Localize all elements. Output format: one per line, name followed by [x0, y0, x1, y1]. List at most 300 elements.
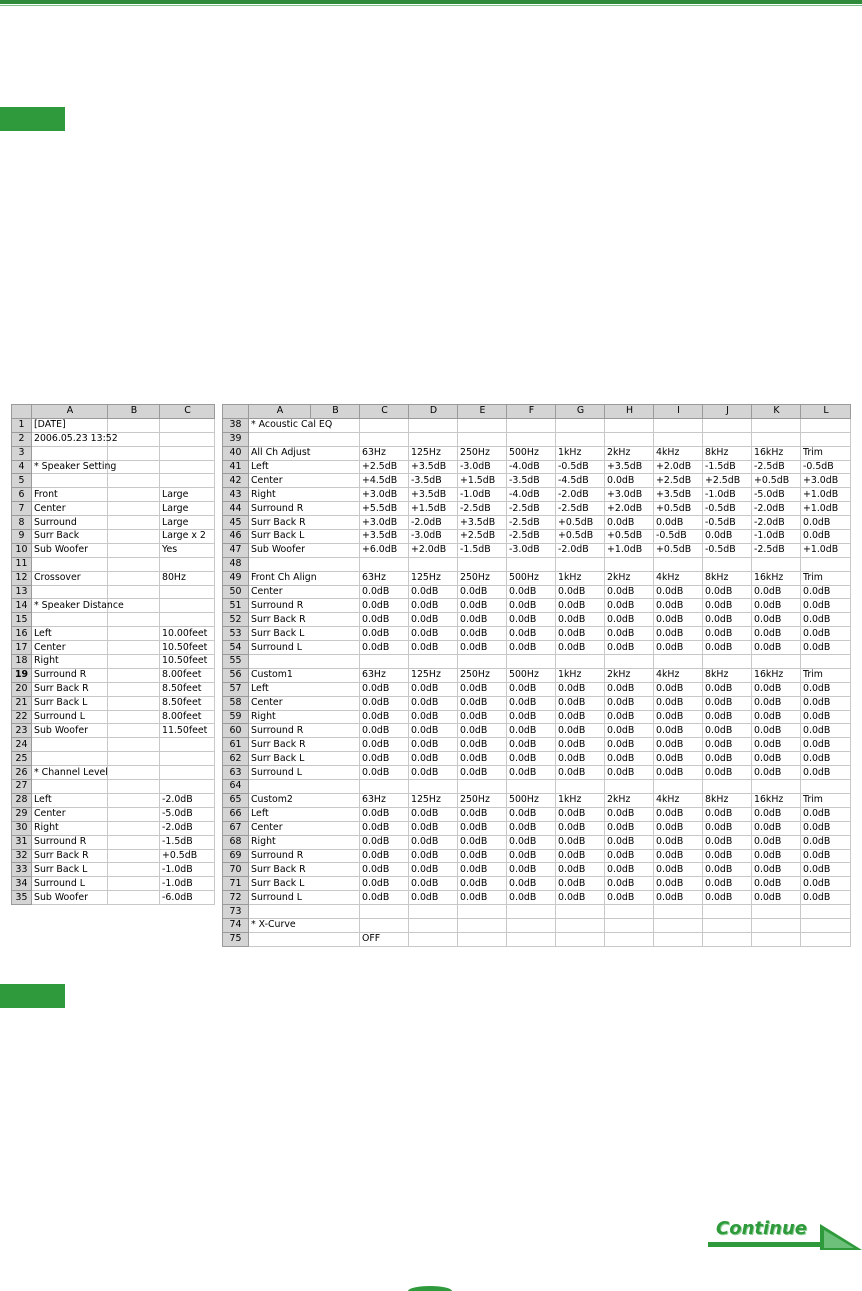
- cell: Large: [160, 502, 215, 516]
- cell: 0.0dB: [654, 641, 703, 655]
- row-header: 35: [12, 891, 32, 905]
- cell: 0.0dB: [703, 682, 752, 696]
- cell: 0.0dB: [605, 863, 654, 877]
- cell: [409, 418, 458, 432]
- table-row: [223, 891, 851, 905]
- corner-cell: [223, 405, 249, 419]
- cell: -2.5dB: [752, 460, 801, 474]
- cell: 0.0dB: [654, 710, 703, 724]
- table-row: [223, 557, 851, 571]
- cell: Surround R: [32, 668, 108, 682]
- cell: -2.5dB: [458, 502, 507, 516]
- cell: 0.0dB: [605, 738, 654, 752]
- cell: [605, 432, 654, 446]
- cell: [654, 918, 703, 932]
- table-row: [12, 543, 215, 557]
- corner-cell: [12, 405, 32, 419]
- continue-button[interactable]: [708, 1218, 862, 1254]
- column-header: G: [556, 405, 605, 419]
- cell: 0.0dB: [556, 599, 605, 613]
- cell: Right: [32, 821, 108, 835]
- cell: 4kHz: [654, 668, 703, 682]
- cell: [108, 571, 160, 585]
- row-header: 7: [12, 502, 32, 516]
- cell: 0.0dB: [654, 516, 703, 530]
- cell: -2.0dB: [409, 516, 458, 530]
- cell: * Acoustic Cal EQ: [249, 418, 360, 432]
- cell: 0.0dB: [703, 585, 752, 599]
- cell: [752, 918, 801, 932]
- row-header: 9: [12, 530, 32, 544]
- cell: [703, 905, 752, 919]
- cell: 0.0dB: [654, 807, 703, 821]
- cell: [458, 418, 507, 432]
- cell: [752, 655, 801, 669]
- section-tab-marker: [0, 984, 65, 1008]
- cell: 0.0dB: [409, 849, 458, 863]
- cell: +0.5dB: [160, 849, 215, 863]
- row-header: 31: [12, 835, 32, 849]
- cell: 0.0dB: [458, 849, 507, 863]
- cell: 0.0dB: [801, 530, 851, 544]
- cell: Front Ch Align: [249, 571, 360, 585]
- cell: [160, 599, 215, 613]
- cell: [654, 780, 703, 794]
- column-header: J: [703, 405, 752, 419]
- cell: +1.0dB: [801, 488, 851, 502]
- cell: [160, 418, 215, 432]
- cell: 0.0dB: [458, 863, 507, 877]
- table-row: [223, 793, 851, 807]
- table-row: [12, 627, 215, 641]
- cell: [556, 905, 605, 919]
- row-header: 47: [223, 543, 249, 557]
- cell: 0.0dB: [458, 599, 507, 613]
- row-header: 69: [223, 849, 249, 863]
- cell: 1kHz: [556, 793, 605, 807]
- cell: 0.0dB: [605, 599, 654, 613]
- table-row: [12, 863, 215, 877]
- cell: 0.0dB: [507, 738, 556, 752]
- table-row: [12, 418, 215, 432]
- cell: 0.0dB: [360, 891, 409, 905]
- cell: Surround R: [249, 849, 360, 863]
- cell: 0.0dB: [605, 752, 654, 766]
- row-header: 21: [12, 696, 32, 710]
- cell: +2.5dB: [703, 474, 752, 488]
- cell: 0.0dB: [507, 682, 556, 696]
- cell: 0.0dB: [360, 849, 409, 863]
- cell: -3.0dB: [507, 543, 556, 557]
- cell: 0.0dB: [801, 613, 851, 627]
- cell: 0.0dB: [654, 724, 703, 738]
- cell: [458, 780, 507, 794]
- cell: 250Hz: [458, 793, 507, 807]
- cell: [108, 682, 160, 696]
- cell: -0.5dB: [703, 543, 752, 557]
- cell: 0.0dB: [458, 724, 507, 738]
- cell: 0.0dB: [605, 821, 654, 835]
- cell: 0.0dB: [703, 613, 752, 627]
- table-row: [223, 474, 851, 488]
- cell: [108, 752, 160, 766]
- cell: Right: [249, 710, 360, 724]
- cell: [752, 432, 801, 446]
- column-header: L: [801, 405, 851, 419]
- row-header: 48: [223, 557, 249, 571]
- cell: 2kHz: [605, 571, 654, 585]
- cell: Trim: [801, 571, 851, 585]
- table-row: [223, 641, 851, 655]
- cell: * X-Curve: [249, 918, 360, 932]
- cell: -3.5dB: [409, 474, 458, 488]
- cell: [556, 655, 605, 669]
- cell: -5.0dB: [160, 807, 215, 821]
- row-header: 3: [12, 446, 32, 460]
- cell: 0.0dB: [507, 821, 556, 835]
- cell: 0.0dB: [409, 766, 458, 780]
- row-header: 11: [12, 557, 32, 571]
- row-header: 13: [12, 585, 32, 599]
- cell: 16kHz: [752, 793, 801, 807]
- table-row: [223, 877, 851, 891]
- cell: -0.5dB: [654, 530, 703, 544]
- cell: 0.0dB: [458, 877, 507, 891]
- cell: 4kHz: [654, 446, 703, 460]
- cell: 16kHz: [752, 571, 801, 585]
- cell: [160, 752, 215, 766]
- cell: 0.0dB: [556, 877, 605, 891]
- cell: 0.0dB: [752, 585, 801, 599]
- cell: 0.0dB: [507, 877, 556, 891]
- cell: 0.0dB: [409, 738, 458, 752]
- cell: [160, 432, 215, 446]
- cell: -1.0dB: [458, 488, 507, 502]
- cell: Surround L: [249, 766, 360, 780]
- cell: 80Hz: [160, 571, 215, 585]
- row-header: 41: [223, 460, 249, 474]
- cell: +3.5dB: [360, 530, 409, 544]
- cell: 8.50feet: [160, 696, 215, 710]
- cell: [507, 905, 556, 919]
- table-row: [12, 766, 215, 780]
- cell: 0.0dB: [605, 474, 654, 488]
- cell: 125Hz: [409, 571, 458, 585]
- cell: 0.0dB: [703, 641, 752, 655]
- cell: -2.5dB: [752, 543, 801, 557]
- cell: 63Hz: [360, 571, 409, 585]
- cell: 0.0dB: [654, 891, 703, 905]
- cell: [32, 474, 108, 488]
- cell: 0.0dB: [801, 599, 851, 613]
- cell: 0.0dB: [556, 710, 605, 724]
- cell: 0.0dB: [654, 613, 703, 627]
- cell: Yes: [160, 543, 215, 557]
- cell: 4kHz: [654, 571, 703, 585]
- cell: [360, 918, 409, 932]
- cell: [32, 780, 108, 794]
- cell: * Speaker Distance: [32, 599, 108, 613]
- cell: Custom1: [249, 668, 360, 682]
- cell: 8.00feet: [160, 710, 215, 724]
- cell: Sub Woofer: [32, 724, 108, 738]
- cell: 0.0dB: [703, 807, 752, 821]
- cell: [108, 655, 160, 669]
- cell: [703, 418, 752, 432]
- row-header: 22: [12, 710, 32, 724]
- cell: [703, 918, 752, 932]
- cell: Surround L: [32, 710, 108, 724]
- cell: Sub Woofer: [32, 891, 108, 905]
- cell: [458, 557, 507, 571]
- cell: [108, 877, 160, 891]
- cell: 63Hz: [360, 668, 409, 682]
- row-header: 64: [223, 780, 249, 794]
- cell: [507, 932, 556, 946]
- row-header: 46: [223, 530, 249, 544]
- cell: +4.5dB: [360, 474, 409, 488]
- cell: 8kHz: [703, 668, 752, 682]
- cell: [108, 446, 160, 460]
- cell: 0.0dB: [752, 807, 801, 821]
- cell: 0.0dB: [507, 710, 556, 724]
- cell: +0.5dB: [605, 530, 654, 544]
- cell: 0.0dB: [507, 599, 556, 613]
- cell: 0.0dB: [801, 710, 851, 724]
- cell: 0.0dB: [360, 627, 409, 641]
- cell: 0.0dB: [556, 682, 605, 696]
- cell: 0.0dB: [752, 710, 801, 724]
- column-header: A: [249, 405, 311, 419]
- cell: +3.0dB: [801, 474, 851, 488]
- table-row: [12, 530, 215, 544]
- cell: Surr Back L: [249, 627, 360, 641]
- cell: 0.0dB: [360, 766, 409, 780]
- cell: -1.0dB: [160, 877, 215, 891]
- cell: 0.0dB: [507, 585, 556, 599]
- table-row: [223, 724, 851, 738]
- cell: 8.50feet: [160, 682, 215, 696]
- cell: -2.0dB: [160, 821, 215, 835]
- cell: +6.0dB: [360, 543, 409, 557]
- cell: Large: [160, 516, 215, 530]
- cell: [507, 557, 556, 571]
- cell: +3.5dB: [409, 488, 458, 502]
- cell: 0.0dB: [703, 752, 752, 766]
- cell: Surr Back R: [249, 613, 360, 627]
- cell: 0.0dB: [752, 835, 801, 849]
- cell: 0.0dB: [801, 766, 851, 780]
- cell: +3.5dB: [654, 488, 703, 502]
- row-header: 26: [12, 766, 32, 780]
- cell: 0.0dB: [801, 863, 851, 877]
- row-header: 42: [223, 474, 249, 488]
- cell: 0.0dB: [605, 877, 654, 891]
- cell: -0.5dB: [801, 460, 851, 474]
- cell: +2.0dB: [409, 543, 458, 557]
- cell: Large x 2: [160, 530, 215, 544]
- cell: [108, 585, 160, 599]
- cell: [108, 516, 160, 530]
- table-row: [12, 710, 215, 724]
- cell: 0.0dB: [556, 835, 605, 849]
- cell: [752, 557, 801, 571]
- cell: 0.0dB: [360, 724, 409, 738]
- cell: 0.0dB: [605, 807, 654, 821]
- row-header: 66: [223, 807, 249, 821]
- table-row: [12, 613, 215, 627]
- cell: 0.0dB: [556, 849, 605, 863]
- column-header: B: [311, 405, 360, 419]
- cell: 0.0dB: [703, 891, 752, 905]
- top-rule: [0, 0, 862, 4]
- cell: 0.0dB: [556, 738, 605, 752]
- cell: Surround L: [249, 641, 360, 655]
- cell: [360, 780, 409, 794]
- cell: [160, 474, 215, 488]
- cell: 0.0dB: [556, 752, 605, 766]
- cell: [360, 557, 409, 571]
- cell: +2.5dB: [360, 460, 409, 474]
- cell: [507, 780, 556, 794]
- row-header: 30: [12, 821, 32, 835]
- cell: [752, 780, 801, 794]
- cell: +3.0dB: [360, 516, 409, 530]
- row-header: 43: [223, 488, 249, 502]
- cell: 0.0dB: [605, 641, 654, 655]
- table-row: [223, 849, 851, 863]
- cell: 0.0dB: [752, 849, 801, 863]
- table-row: [223, 682, 851, 696]
- cell: [507, 918, 556, 932]
- row-header: 28: [12, 793, 32, 807]
- cell: [108, 627, 160, 641]
- cell: 0.0dB: [703, 724, 752, 738]
- cell: Right: [249, 488, 360, 502]
- row-header: 52: [223, 613, 249, 627]
- cell: 0.0dB: [507, 752, 556, 766]
- cell: [605, 557, 654, 571]
- cell: Center: [32, 807, 108, 821]
- column-header: F: [507, 405, 556, 419]
- cell: [654, 432, 703, 446]
- cell: [556, 432, 605, 446]
- cell: 0.0dB: [654, 752, 703, 766]
- row-header: 72: [223, 891, 249, 905]
- cell: 0.0dB: [360, 877, 409, 891]
- row-header: 27: [12, 780, 32, 794]
- cell: 0.0dB: [360, 752, 409, 766]
- cell: 0.0dB: [507, 766, 556, 780]
- table-row: [223, 446, 851, 460]
- cell: Surround L: [32, 877, 108, 891]
- cell: 0.0dB: [801, 641, 851, 655]
- cell: Trim: [801, 668, 851, 682]
- cell: 0.0dB: [801, 724, 851, 738]
- cell: 11.50feet: [160, 724, 215, 738]
- cell: 0.0dB: [360, 682, 409, 696]
- cell: [108, 543, 160, 557]
- cell: [605, 655, 654, 669]
- cell: 0.0dB: [703, 821, 752, 835]
- table-row: [12, 738, 215, 752]
- cell: -2.0dB: [160, 793, 215, 807]
- cell: [556, 557, 605, 571]
- cell: 10.50feet: [160, 655, 215, 669]
- table-row: [12, 849, 215, 863]
- table-row: [12, 460, 215, 474]
- row-header: 29: [12, 807, 32, 821]
- row-header: 40: [223, 446, 249, 460]
- cell: 125Hz: [409, 668, 458, 682]
- cell: 8.00feet: [160, 668, 215, 682]
- row-header: 19: [12, 668, 32, 682]
- table-row: [223, 738, 851, 752]
- cell: Sub Woofer: [32, 543, 108, 557]
- spreadsheet-right: [222, 404, 851, 947]
- cell: 0.0dB: [556, 613, 605, 627]
- cell: +1.5dB: [409, 502, 458, 516]
- cell: 250Hz: [458, 571, 507, 585]
- cell: 0.0dB: [801, 627, 851, 641]
- cell: 0.0dB: [654, 696, 703, 710]
- cell: 0.0dB: [605, 849, 654, 863]
- cell: 0.0dB: [458, 738, 507, 752]
- row-header: 20: [12, 682, 32, 696]
- cell: 16kHz: [752, 446, 801, 460]
- cell: Center: [32, 502, 108, 516]
- cell: [409, 932, 458, 946]
- cell: -2.5dB: [507, 516, 556, 530]
- table-row: [223, 571, 851, 585]
- cell: -2.5dB: [507, 530, 556, 544]
- cell: 500Hz: [507, 793, 556, 807]
- cell: 0.0dB: [458, 807, 507, 821]
- cell: 0.0dB: [409, 627, 458, 641]
- table-row: [223, 752, 851, 766]
- cell: 0.0dB: [360, 738, 409, 752]
- cell: +0.5dB: [752, 474, 801, 488]
- row-header: 8: [12, 516, 32, 530]
- cell: Large: [160, 488, 215, 502]
- cell: 0.0dB: [703, 710, 752, 724]
- cell: [458, 918, 507, 932]
- spreadsheet-left: [11, 404, 215, 905]
- cell: 0.0dB: [409, 696, 458, 710]
- cell: 2kHz: [605, 446, 654, 460]
- cell: [507, 655, 556, 669]
- table-row: [12, 696, 215, 710]
- cell: [703, 780, 752, 794]
- row-header: 14: [12, 599, 32, 613]
- cell: 0.0dB: [703, 835, 752, 849]
- cell: 0.0dB: [605, 516, 654, 530]
- cell: Surr Back R: [249, 863, 360, 877]
- cell: 0.0dB: [801, 891, 851, 905]
- cell: -2.5dB: [507, 502, 556, 516]
- cell: 0.0dB: [556, 807, 605, 821]
- cell: -2.0dB: [556, 488, 605, 502]
- cell: 10.00feet: [160, 627, 215, 641]
- cell: -1.0dB: [752, 530, 801, 544]
- cell: [654, 557, 703, 571]
- cell: [108, 766, 160, 780]
- cell: [458, 655, 507, 669]
- table-row: [223, 821, 851, 835]
- table-row: [12, 877, 215, 891]
- cell: [605, 932, 654, 946]
- cell: 0.0dB: [654, 877, 703, 891]
